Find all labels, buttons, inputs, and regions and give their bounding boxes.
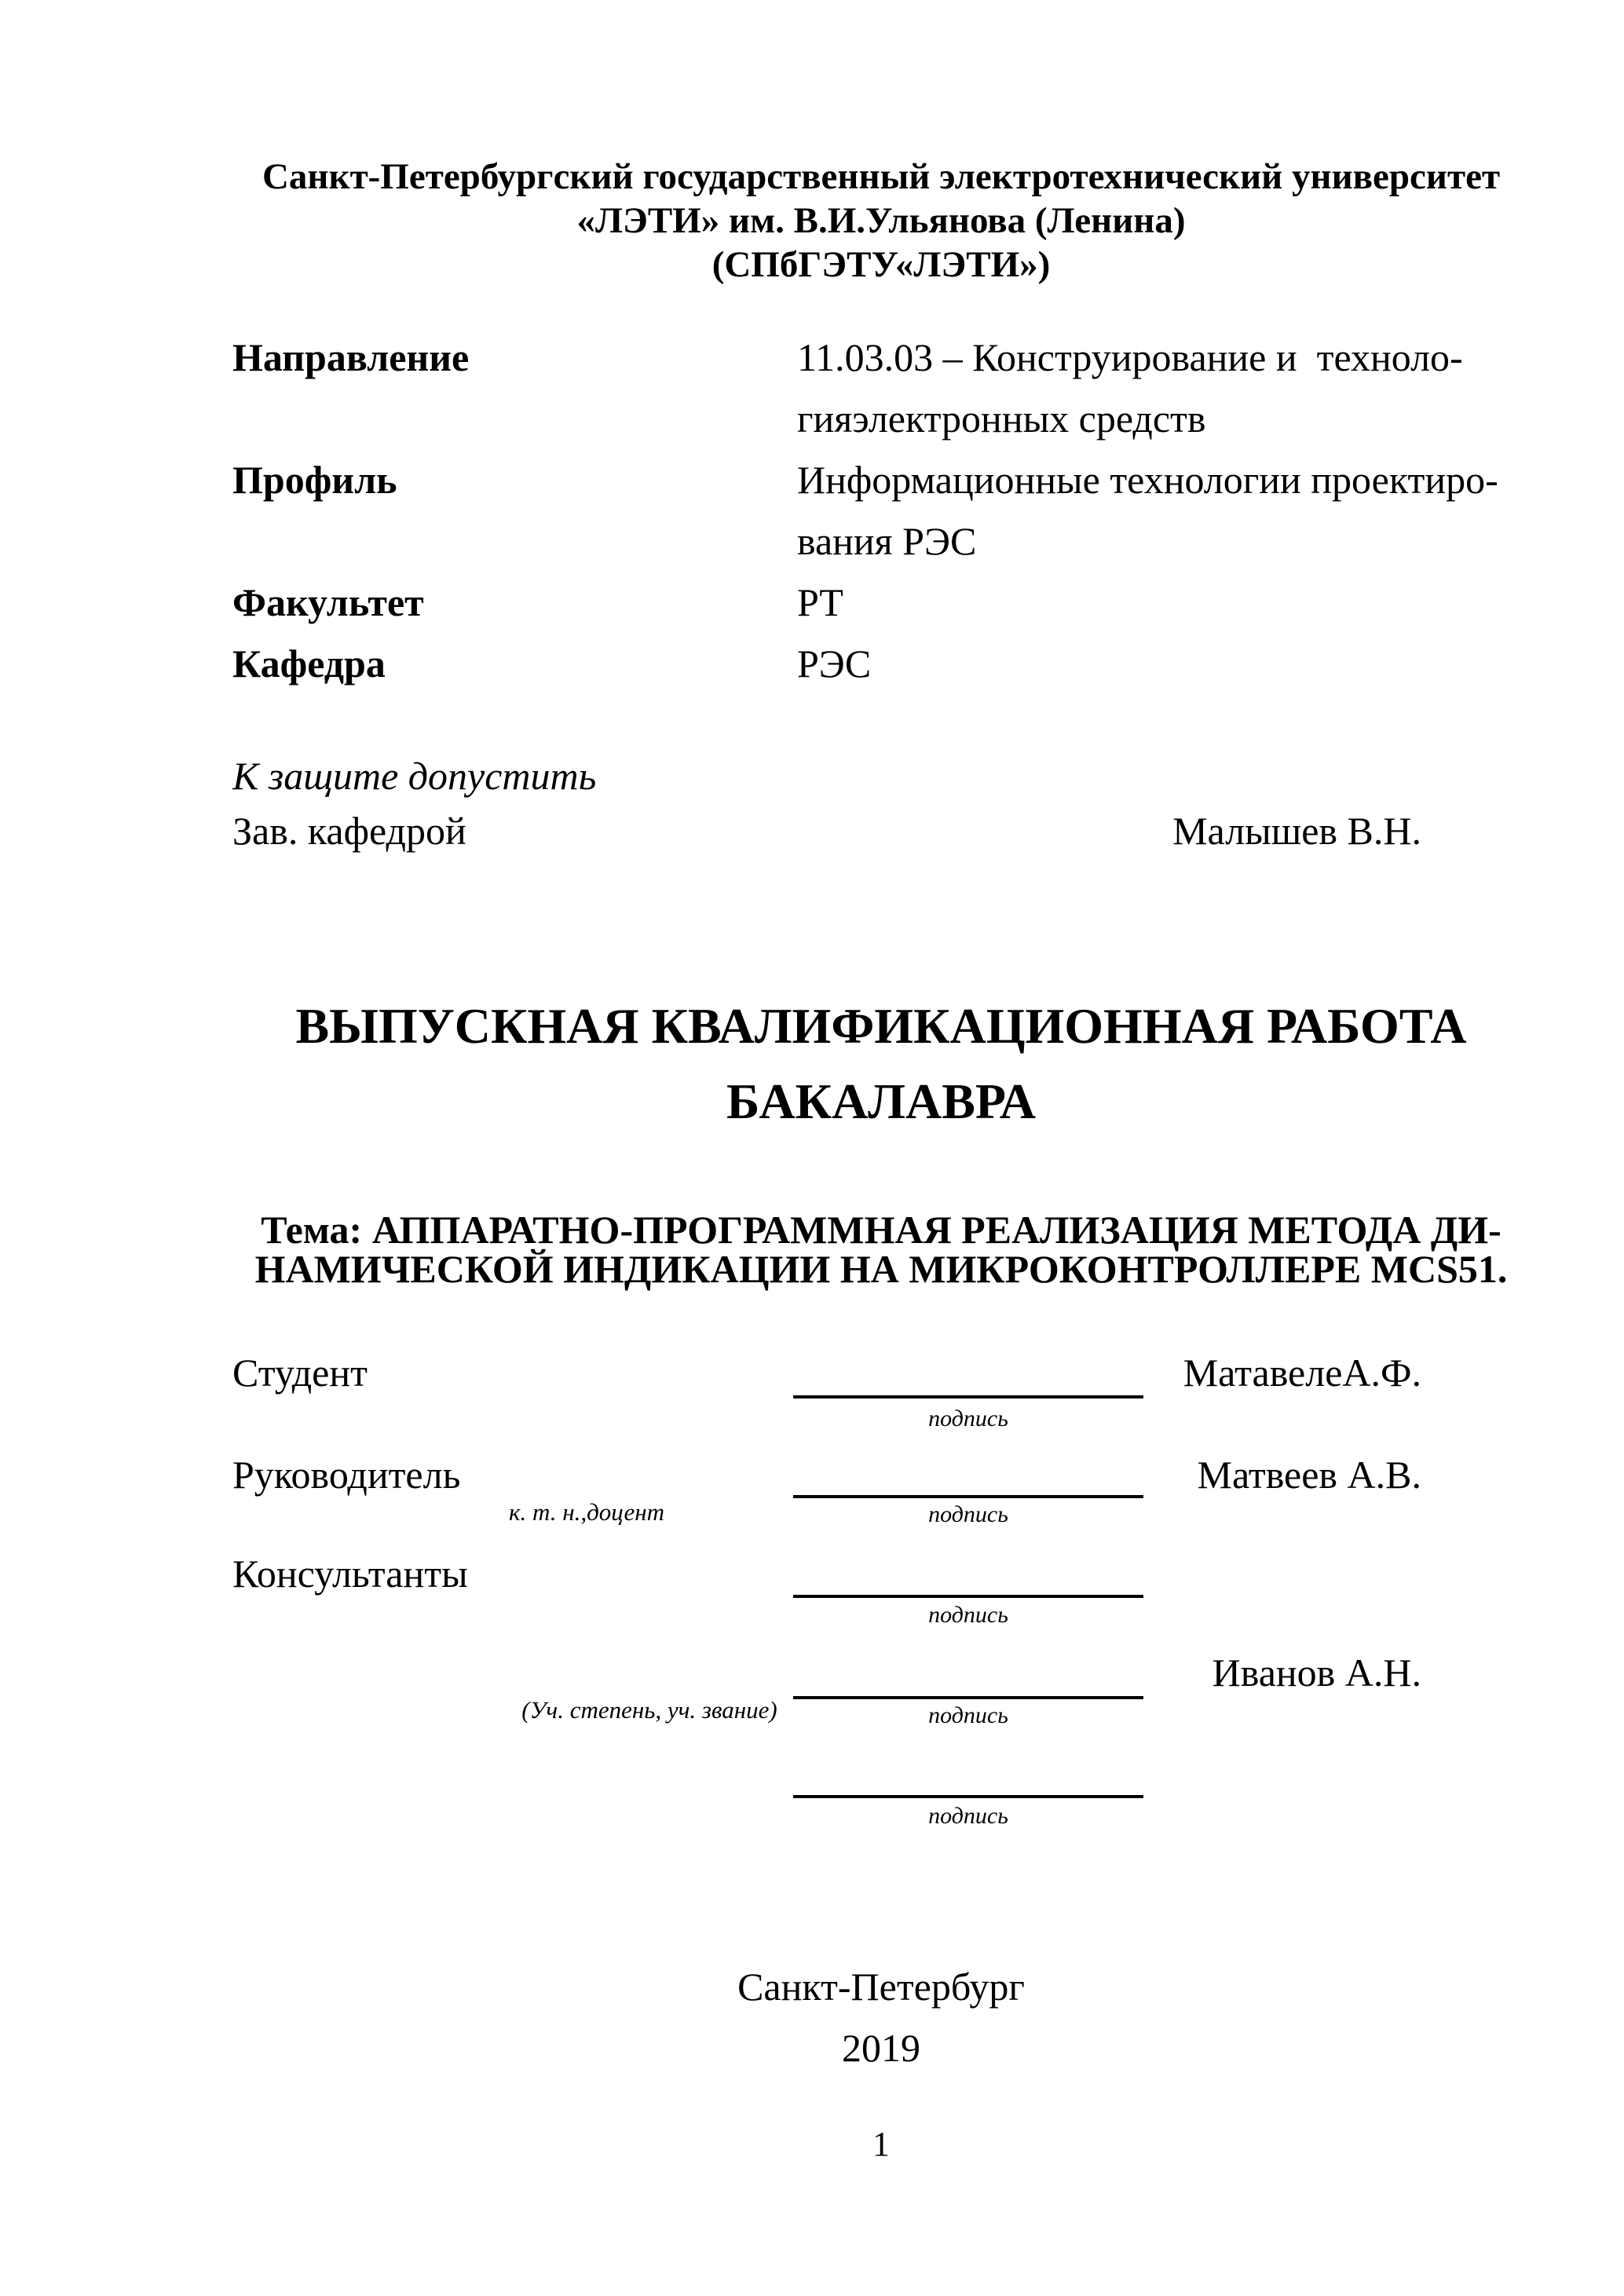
faculty-label: Факультет bbox=[232, 580, 424, 624]
consultants-label: Консультанты bbox=[232, 1552, 468, 1596]
department-head-name: Малышев В.Н. bbox=[1172, 809, 1421, 853]
university-abbreviation: (СПбГЭТУ«ЛЭТИ») bbox=[711, 244, 1051, 285]
work-title-line1: ВЫПУСКНАЯ КВАЛИФИКАЦИОННАЯ РАБОТА bbox=[295, 998, 1467, 1054]
student-label: Студент bbox=[232, 1351, 368, 1395]
extra-signature-caption: подпись bbox=[928, 1803, 1008, 1829]
faculty-value: РТ bbox=[797, 580, 843, 624]
footer-city: Санкт-Петербург bbox=[737, 1965, 1025, 2009]
work-title-line2: БАКАЛАВРА bbox=[726, 1073, 1037, 1129]
supervisor-label: Руководитель bbox=[232, 1453, 461, 1497]
direction-value-line2: гияэлектронных средств bbox=[797, 397, 1206, 441]
consultant2-signature-line bbox=[793, 1696, 1143, 1699]
student-name: МатавелеА.Ф. bbox=[1183, 1351, 1421, 1395]
admission-permit-line: К защите допустить bbox=[232, 754, 597, 798]
profile-label: Профиль bbox=[232, 458, 397, 502]
university-name-line2: «ЛЭТИ» им. В.И.Ульянова (Ленина) bbox=[576, 200, 1186, 241]
direction-label: Направление bbox=[232, 335, 470, 379]
profile-value-line1: Информационные технологии проектиро- bbox=[797, 458, 1498, 502]
supervisor-degree-caption: к. т. н.,доцент bbox=[508, 1498, 665, 1526]
student-signature-caption: подпись bbox=[928, 1406, 1008, 1431]
theme-line1: Тема: АППАРАТНО-ПРОГРАММНАЯ РЕАЛИЗАЦИЯ МЕТОДА ДИ- bbox=[261, 1208, 1501, 1252]
university-name-line1: Санкт-Петербургский государственный электротехнический университет bbox=[262, 156, 1501, 197]
consultant1-signature-line bbox=[793, 1595, 1143, 1598]
direction-value-line1: 11.03.03 – Конструирование и техноло- bbox=[797, 335, 1463, 379]
supervisor-name: Матвеев А.В. bbox=[1197, 1453, 1421, 1497]
supervisor-signature-caption: подпись bbox=[928, 1501, 1008, 1527]
department-value: РЭС bbox=[797, 642, 872, 686]
supervisor-signature-line bbox=[793, 1495, 1143, 1498]
theme-line2: НАМИЧЕСКОЙ ИНДИКАЦИИ НА МИКРОКОНТРОЛЛЕРЕ MCS51. bbox=[254, 1247, 1508, 1291]
department-head-label: Зав. кафедрой bbox=[232, 809, 466, 853]
page-number: 1 bbox=[872, 2125, 890, 2163]
degree-rank-caption: (Уч. степень, уч. звание) bbox=[521, 1696, 777, 1724]
consultant2-signature-caption: подпись bbox=[928, 1702, 1008, 1728]
department-label: Кафедра bbox=[232, 642, 386, 686]
footer-year: 2019 bbox=[842, 2026, 920, 2070]
student-signature-line bbox=[793, 1395, 1143, 1398]
extra-signature-line bbox=[793, 1795, 1143, 1798]
consultant-name: Иванов А.Н. bbox=[1212, 1651, 1421, 1695]
consultant1-signature-caption: подпись bbox=[928, 1602, 1008, 1628]
profile-value-line2: вания РЭС bbox=[797, 519, 977, 563]
